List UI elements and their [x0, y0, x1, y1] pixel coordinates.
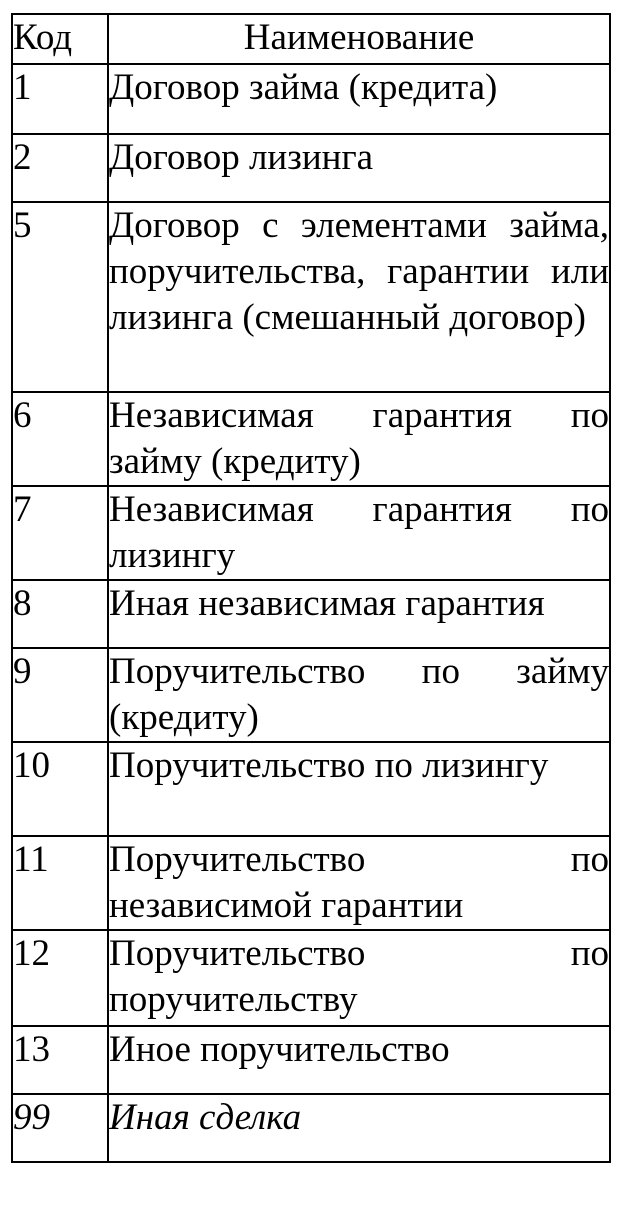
- table-row: [12, 648, 610, 742]
- row-code: 9: [12, 648, 108, 742]
- row-name: Договор с элементами займа, поручительства, гарантии или лизинга (смешанный договор): [108, 202, 610, 392]
- row-name: Поручительство по лизингу: [108, 742, 610, 836]
- row-code: 5: [12, 202, 108, 392]
- table-row: [12, 742, 610, 836]
- table-row: [12, 836, 610, 930]
- table-row: [12, 64, 610, 134]
- table-row: [12, 134, 610, 202]
- row-code: 99: [12, 1094, 108, 1162]
- table-row: [12, 202, 610, 392]
- row-name: Поручительство по поручительству: [108, 930, 610, 1026]
- row-code: 11: [12, 836, 108, 930]
- row-name: Договор лизинга: [108, 134, 610, 202]
- code-table: [11, 13, 611, 1163]
- table-row: [12, 1026, 610, 1094]
- table-header-row: [12, 14, 610, 64]
- row-code: 6: [12, 392, 108, 486]
- row-name: Договор займа (кредита): [108, 64, 610, 134]
- row-code: 10: [12, 742, 108, 836]
- table-row: [12, 580, 610, 648]
- row-name: Поручительство по займу (кредиту): [108, 648, 610, 742]
- row-name: Иное поручительство: [108, 1026, 610, 1094]
- row-name: Независимая гарантия по лизингу: [108, 486, 610, 580]
- table-row: [12, 392, 610, 486]
- header-name: Наименование: [108, 14, 610, 64]
- row-name: Независимая гарантия по займу (кредиту): [108, 392, 610, 486]
- table-row: [12, 1094, 610, 1162]
- row-code: 8: [12, 580, 108, 648]
- header-code: Код: [12, 14, 108, 64]
- row-name: Иная независимая гарантия: [108, 580, 610, 648]
- row-code: 12: [12, 930, 108, 1026]
- row-code: 2: [12, 134, 108, 202]
- table-row: [12, 930, 610, 1026]
- row-name: Поручительство по независимой гарантии: [108, 836, 610, 930]
- row-code: 13: [12, 1026, 108, 1094]
- row-code: 7: [12, 486, 108, 580]
- table-row: [12, 486, 610, 580]
- row-name: Иная сделка: [108, 1094, 610, 1162]
- row-code: 1: [12, 64, 108, 134]
